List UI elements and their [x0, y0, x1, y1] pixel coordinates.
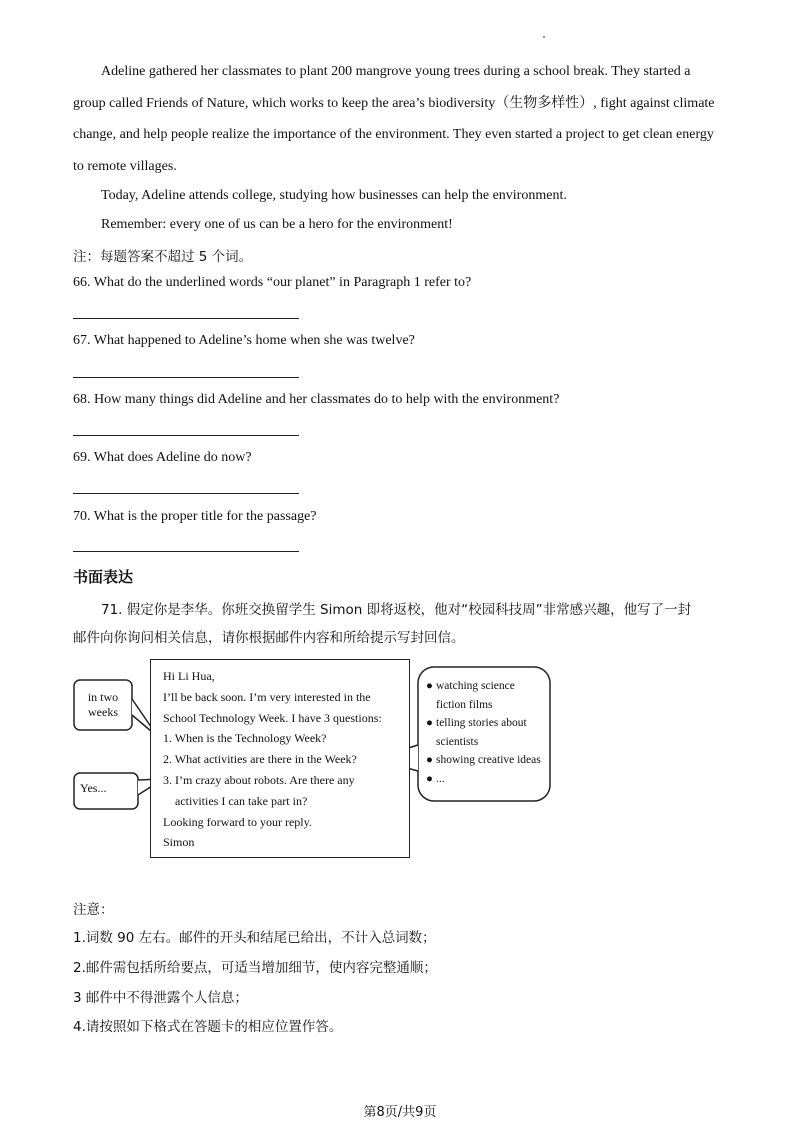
list-item-text: fiction films — [436, 698, 493, 711]
question-70: 70. What is the proper title for the passage? — [73, 509, 317, 524]
list-item-text: watching science — [436, 680, 515, 692]
bullet-icon: ● — [426, 772, 433, 785]
page-footer: 第8页/共9页 — [363, 1105, 437, 1120]
list-item-text: scientists — [436, 735, 479, 748]
answer-line-68[interactable] — [73, 435, 299, 436]
email-line: 3. I’m crazy about robots. Are there any — [163, 772, 355, 787]
note-item-1: 1.词数 90 左右。邮件的开头和结尾已给出，不计入总词数； — [73, 930, 436, 946]
task-line1: 71. 假定你是李华。你班交换留学生 Simon 即将返校，他对“校园科技周”非常感兴趣，他写了一封 — [101, 602, 692, 618]
email-line: Hi Li Hua, — [163, 669, 215, 683]
left-bubble-1-line: weeks — [88, 705, 118, 719]
list-item — [426, 714, 541, 733]
question-69: 69. What does Adeline do now? — [73, 450, 252, 465]
email-line: 1. When is the Technology Week? — [163, 731, 327, 746]
question-66: 66. What do the underlined words “our planet” in Paragraph 1 refer to? — [73, 275, 472, 290]
email-line: I’ll be back soon. I’m very interested in the — [163, 689, 371, 704]
email-box — [150, 659, 410, 858]
bullet-icon: ● — [426, 754, 433, 766]
left-bubble-1-line: in two — [87, 690, 119, 704]
email-line: activities I can take part in? — [163, 793, 308, 808]
note-item-2: 2.邮件需包括所给要点，可适当增加细节，使内容完整通顺； — [73, 960, 437, 976]
list-item — [426, 770, 541, 789]
passage-p1-line2: group called Friends of Nature, which works to keep the area’s biodiversity（生物多样性）, fight against climate — [73, 96, 715, 111]
list-item — [426, 696, 541, 715]
passage-p3: Remember: every one of us can be a hero for the environment! — [101, 217, 453, 232]
list-item-text: showing creative ideas — [436, 754, 541, 766]
right-bubble-list — [426, 677, 541, 788]
list-item — [426, 677, 541, 696]
answer-line-70[interactable] — [73, 551, 299, 552]
email-line: 2. What activities are there in the Week? — [163, 752, 357, 767]
list-item — [426, 751, 541, 770]
left-bubble-2-text: Yes... — [80, 781, 107, 795]
page-speck — [543, 36, 545, 38]
answer-line-66[interactable] — [73, 318, 299, 319]
email-line: Simon — [163, 835, 195, 850]
email-line: School Technology Week. I have 3 questions: — [163, 710, 382, 725]
bullet-icon: ● — [426, 680, 433, 692]
answer-line-69[interactable] — [73, 493, 299, 494]
question-67: 67. What happened to Adeline’s home when she was twelve? — [73, 333, 415, 348]
notes-title: 注意： — [73, 902, 114, 918]
note-item-4: 4.请按照如下格式在答题卡的相应位置作答。 — [73, 1019, 343, 1035]
left-bubble-1-text — [76, 690, 130, 720]
list-item-text: ... — [436, 772, 445, 785]
passage-p1-line3: change, and help people realize the importance of the environment. They even started a project to get clean energy — [73, 127, 714, 142]
word-limit-note: 注：每题答案不超过 5 个词。 — [73, 249, 253, 265]
passage-p2: Today, Adeline attends college, studying how businesses can help the environment. — [101, 188, 567, 203]
bullet-icon: ● — [426, 717, 433, 729]
passage-p1-line1: Adeline gathered her classmates to plant 200 mangrove young trees during a school break. They started a — [101, 64, 691, 79]
answer-line-67[interactable] — [73, 377, 299, 378]
section-heading: 书面表达 — [73, 568, 134, 586]
question-68: 68. How many things did Adeline and her classmates do to help with the environment? — [73, 392, 560, 407]
note-item-3: 3 邮件中不得泄露个人信息； — [73, 990, 248, 1006]
task-line2: 邮件向你询问相关信息，请你根据邮件内容和所给提示写封回信。 — [73, 630, 465, 646]
list-item-text: telling stories about — [436, 717, 527, 729]
list-item — [426, 733, 541, 752]
passage-p1-line4: to remote villages. — [73, 159, 177, 174]
email-line: Looking forward to your reply. — [163, 814, 312, 829]
